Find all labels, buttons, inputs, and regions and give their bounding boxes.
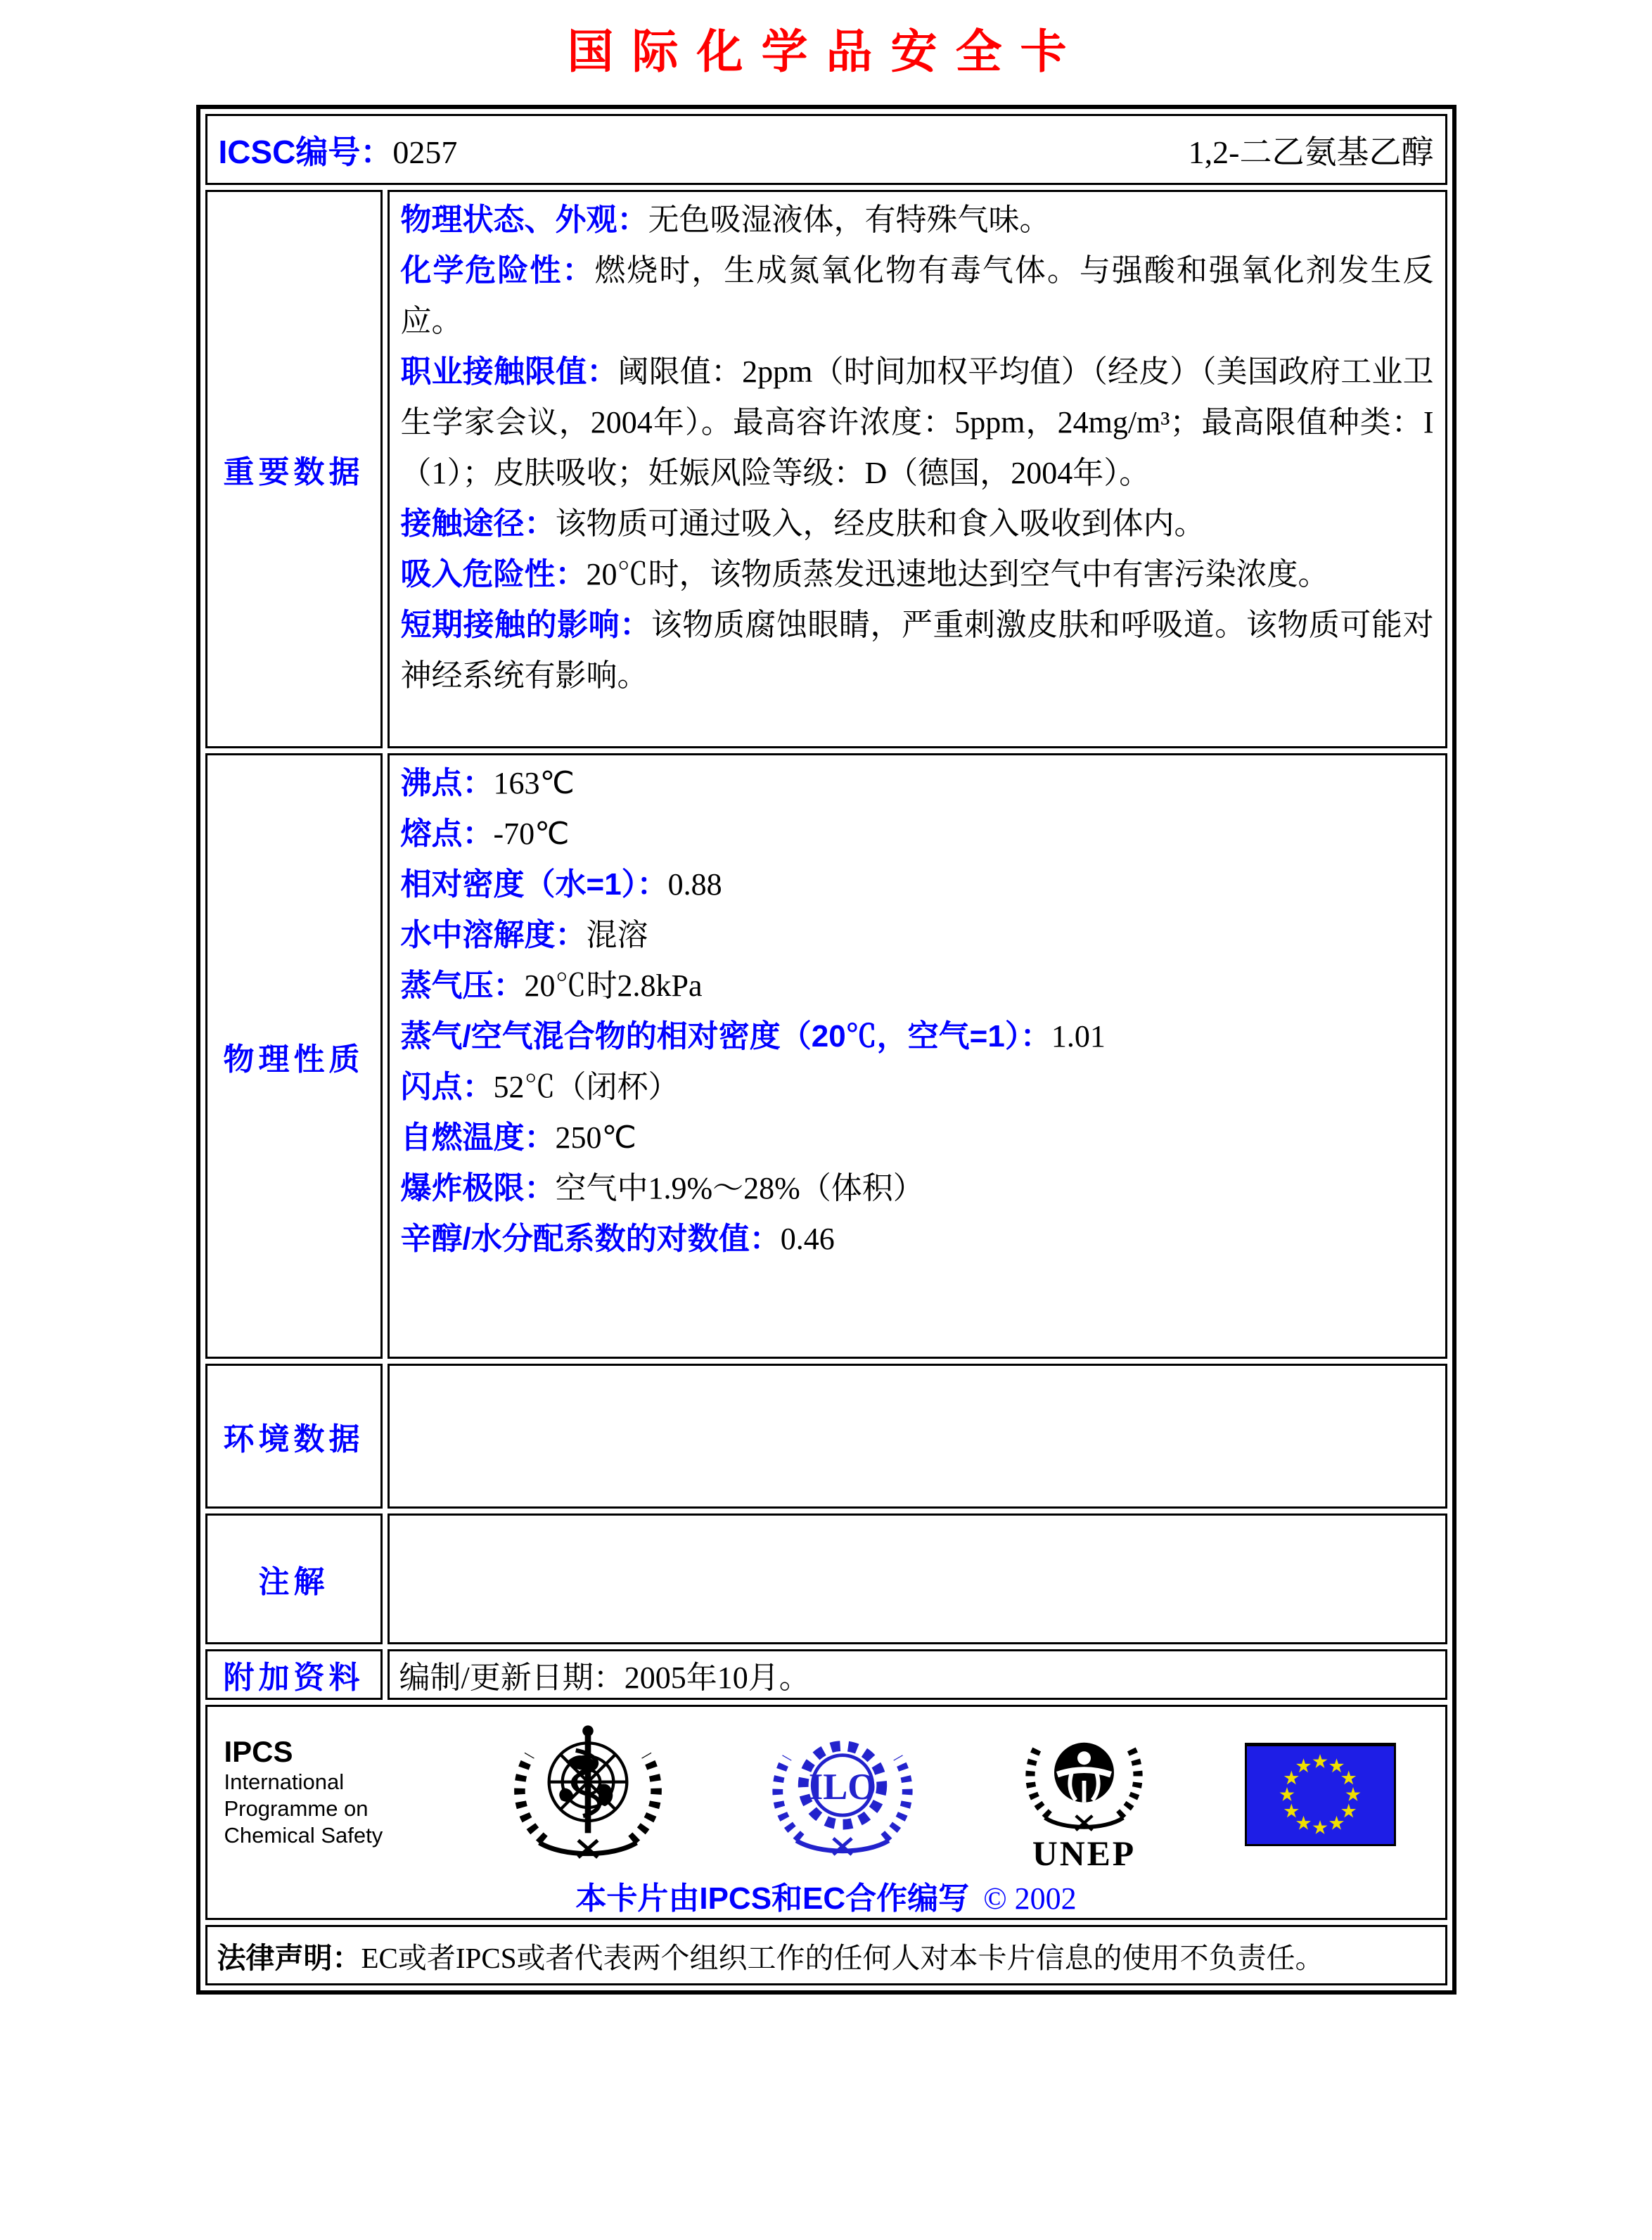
row-important-data <box>205 190 1447 748</box>
row-legal <box>205 1925 1447 1985</box>
data-entry <box>401 1011 1434 1062</box>
entry-label: 化学危险性： <box>400 253 595 288</box>
section-content-additional-info: 编制/更新日期：2005年10月。 <box>388 1649 1447 1700</box>
section-label-notes: 注解 <box>205 1513 383 1644</box>
data-entry <box>401 600 1434 701</box>
entry-label: 职业接触限值： <box>400 354 618 389</box>
icsc-number-label: ICSC编号： <box>218 133 393 170</box>
cooperation-text: 本卡片由IPCS和EC合作编写 <box>575 1881 970 1916</box>
cooperation-line <box>207 1873 1445 1918</box>
data-entry <box>401 499 1434 549</box>
chemical-name: 1,2-二乙氨基乙醇 <box>1188 134 1434 170</box>
entry-text: 20℃时2.8kPa <box>524 968 703 1003</box>
entry-text: 该物质可通过吸入，经皮肤和食入吸收到体内。 <box>555 506 1205 541</box>
entry-label: 沸点： <box>400 766 494 800</box>
unep-logo-icon <box>1012 1717 1156 1871</box>
entry-text: 阈限值：2ppm（时间加权平均值）（经皮）（美国政府工业卫生学家会议，2004年）。最高容许浓度：5ppm，24mg/m³；最高限值种类：I（1）；皮肤吸收；妊娠风险等级：D（德国，2004年）。 <box>400 354 1434 490</box>
entry-label: 接触途径： <box>400 506 556 541</box>
ipcs-subtitle-line: International <box>224 1769 345 1794</box>
data-entry <box>401 910 1434 961</box>
icsc-number-value: 0257 <box>392 134 458 170</box>
card-header <box>219 127 1434 173</box>
entry-text: 0.46 <box>780 1222 835 1256</box>
eu-flag-icon <box>1245 1743 1396 1846</box>
entry-text: 空气中1.9%～28%（体积） <box>555 1171 924 1205</box>
data-entry <box>401 1214 1434 1265</box>
section-content-environmental-data <box>388 1364 1447 1509</box>
entry-label: 爆炸极限： <box>400 1171 556 1205</box>
ipcs-block <box>224 1717 414 1849</box>
row-additional-info <box>205 1649 1447 1700</box>
entry-text: 燃烧时，生成氮氧化物有毒气体。与强酸和强氧化剂发生反应。 <box>400 253 1434 338</box>
row-physical-properties <box>205 753 1447 1359</box>
data-entry <box>401 859 1434 910</box>
data-entry <box>401 549 1434 600</box>
entry-label: 水中溶解度： <box>400 918 587 952</box>
data-entry <box>401 758 1434 809</box>
row-header <box>205 114 1447 185</box>
entry-label: 相对密度（水=1）： <box>400 867 668 902</box>
row-environmental-data <box>205 1364 1447 1509</box>
card-header-cell <box>205 114 1447 185</box>
entry-text: 0.88 <box>667 867 722 902</box>
section-content-important-data <box>388 190 1447 748</box>
section-content-physical-properties <box>388 753 1447 1359</box>
entry-label: 自燃温度： <box>400 1120 556 1155</box>
copyright-text: © 2002 <box>983 1881 1077 1916</box>
page-title: 国际化学品安全卡 <box>567 27 1085 78</box>
ipcs-subtitle-line: Chemical Safety <box>224 1823 383 1848</box>
data-entry <box>401 347 1434 499</box>
icsc-number <box>219 127 458 173</box>
entry-label: 吸入危险性： <box>400 557 587 591</box>
footer-cell <box>205 1705 1447 1920</box>
entry-text: 1.01 <box>1051 1019 1106 1054</box>
data-entry <box>401 245 1434 347</box>
data-entry <box>401 195 1434 245</box>
who-logo-icon <box>503 1721 673 1867</box>
data-entry <box>401 1113 1434 1163</box>
ipcs-title: IPCS <box>224 1735 293 1768</box>
entry-text: 52℃（闭杯） <box>493 1070 679 1104</box>
entry-text: 混溶 <box>586 918 648 952</box>
ilo-logo-icon <box>762 1725 923 1864</box>
data-entry <box>401 809 1434 859</box>
legal-label: 法律声明： <box>217 1941 361 1974</box>
section-label-environmental-data: 环境数据 <box>205 1364 383 1509</box>
data-entry <box>401 961 1434 1011</box>
entry-label: 物理状态、外观： <box>400 203 648 237</box>
section-label-important-data: 重要数据 <box>205 190 383 748</box>
icsc-card-table <box>196 105 1456 1995</box>
unep-logo-text: UNEP <box>1032 1834 1136 1871</box>
section-content-notes <box>388 1513 1447 1644</box>
entry-text: 250℃ <box>555 1120 636 1155</box>
entry-label: 蒸气/空气混合物的相对密度（20℃，空气=1）： <box>400 1019 1051 1054</box>
entry-label: 辛醇/水分配系数的对数值： <box>400 1222 781 1256</box>
entry-text: 20℃时，该物质蒸发迅速地达到空气中有害污染浓度。 <box>586 557 1329 591</box>
data-entry <box>401 1163 1434 1214</box>
entry-label: 闪点： <box>400 1070 494 1104</box>
logos-row <box>207 1707 1445 1871</box>
data-entry <box>401 1062 1434 1113</box>
section-label-additional-info: 附加资料 <box>205 1649 383 1700</box>
entry-text: 163℃ <box>493 766 575 800</box>
entry-label: 蒸气压： <box>400 968 525 1003</box>
entry-label: 短期接触的影响： <box>400 608 651 642</box>
entry-text: 无色吸湿液体，有特殊气味。 <box>648 203 1051 237</box>
legal-cell <box>205 1925 1447 1985</box>
legal-text: EC或者IPCS或者代表两个组织工作的任何人对本卡片信息的使用不负责任。 <box>361 1941 1324 1974</box>
entry-text: -70℃ <box>493 817 570 851</box>
entry-text: 该物质腐蚀眼睛，严重刺激皮肤和呼吸道。该物质可能对神经系统有影响。 <box>400 608 1434 693</box>
row-notes <box>205 1513 1447 1644</box>
ilo-logo-text: ILO <box>808 1766 876 1807</box>
ipcs-subtitle-line: Programme on <box>224 1796 369 1821</box>
row-footer-logos <box>205 1705 1447 1920</box>
entry-label: 熔点： <box>400 817 494 851</box>
section-label-physical-properties: 物理性质 <box>205 753 383 1359</box>
